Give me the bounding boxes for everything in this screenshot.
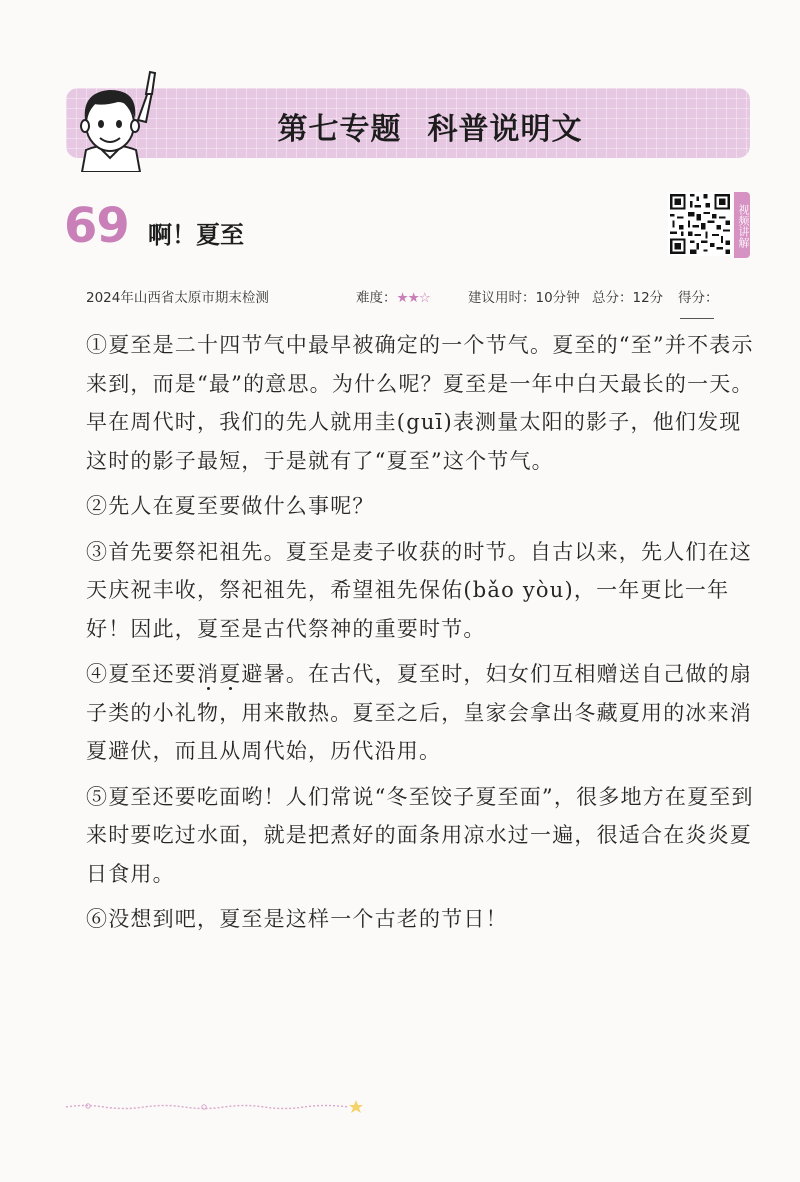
exam-source: 2024年山西省太原市期末检测 bbox=[86, 290, 269, 306]
paragraph-4 bbox=[70, 655, 760, 771]
meta-info-line bbox=[86, 286, 750, 306]
star-icon bbox=[349, 1100, 363, 1113]
banner-title bbox=[0, 104, 800, 148]
paragraph-2 bbox=[70, 487, 760, 526]
subject-label: 科普说明文 bbox=[427, 112, 583, 147]
paragraph-text: 夏至还要吃面哟！人们常说“冬至饺子夏至面”，很多地方在夏至到来时要吃过水面，就是把煮好的面条用凉水过一遍，很适合在炎炎夏日食用。 bbox=[86, 784, 754, 886]
article-body bbox=[70, 326, 760, 939]
paragraph-1 bbox=[70, 326, 760, 480]
paragraph-number: ② bbox=[86, 494, 109, 518]
difficulty-stars: ★★☆ bbox=[396, 290, 430, 306]
decorative-divider bbox=[64, 1098, 364, 1114]
video-explanation-tab[interactable]: 视频讲解 bbox=[734, 192, 750, 258]
score-obtained-label: 得分： bbox=[678, 290, 719, 306]
paragraph-number: ③ bbox=[86, 539, 109, 564]
paragraph-number: ④ bbox=[86, 662, 109, 686]
paragraph-3 bbox=[70, 533, 760, 649]
paragraph-number: ⑤ bbox=[86, 784, 109, 809]
paragraph-text: 没想到吧，夏至是这样一个古老的节日！ bbox=[108, 907, 508, 931]
difficulty bbox=[356, 286, 430, 306]
paragraph-text: 首先要祭祀祖先。夏至是麦子收获的时节。自古以来，先人们在这天庆祝丰收，祭祀祖先，希望祖先保佑(bǎo yòu)，一年更比一年好！因此，夏至是古代祭神的重要时节。 bbox=[86, 539, 753, 641]
paragraph-text: 夏至是二十四节气中最早被确定的一个节气。夏至的“至”并不表示来到，而是“最”的意思。为什么呢？夏至是一年中白天最长的一天。早在周代时，我们的先人就用圭(guī)表测量太阳的影子，他们发现这时的影子最短，于是就有了“夏至”这个节气。 bbox=[86, 333, 754, 473]
paragraph-text-start: 夏至还要 bbox=[108, 662, 198, 686]
paragraph-text: 先人在夏至要做什么事呢？ bbox=[108, 494, 375, 518]
qr-code-icon[interactable] bbox=[668, 192, 732, 256]
total-score: 总分：12分 bbox=[592, 290, 664, 306]
difficulty-label: 难度： bbox=[356, 290, 397, 306]
score-obtained bbox=[678, 286, 750, 322]
emphasized-char: 夏 bbox=[219, 662, 242, 686]
topic-label: 第七专题 bbox=[277, 112, 402, 147]
emphasized-char: 消 bbox=[197, 662, 220, 686]
suggested-time: 建议用时：10分钟 bbox=[468, 290, 580, 306]
paragraph-number: ⑥ bbox=[86, 907, 109, 931]
paragraph-number: ① bbox=[86, 333, 109, 357]
paragraph-5 bbox=[70, 778, 760, 894]
score-blank[interactable] bbox=[680, 306, 714, 319]
paragraph-text-rest: 避暑。在古代，夏至时，妇女们互相赠送自己做的扇子类的小礼物，用来散热。夏至之后，皇家会拿出冬藏夏用的冰来消夏避伏，而且从周代始，历代沿用。 bbox=[86, 662, 753, 763]
paragraph-6 bbox=[70, 900, 760, 939]
lesson-number: 69 bbox=[64, 198, 129, 254]
lesson-title: 啊！夏至 bbox=[148, 221, 244, 249]
